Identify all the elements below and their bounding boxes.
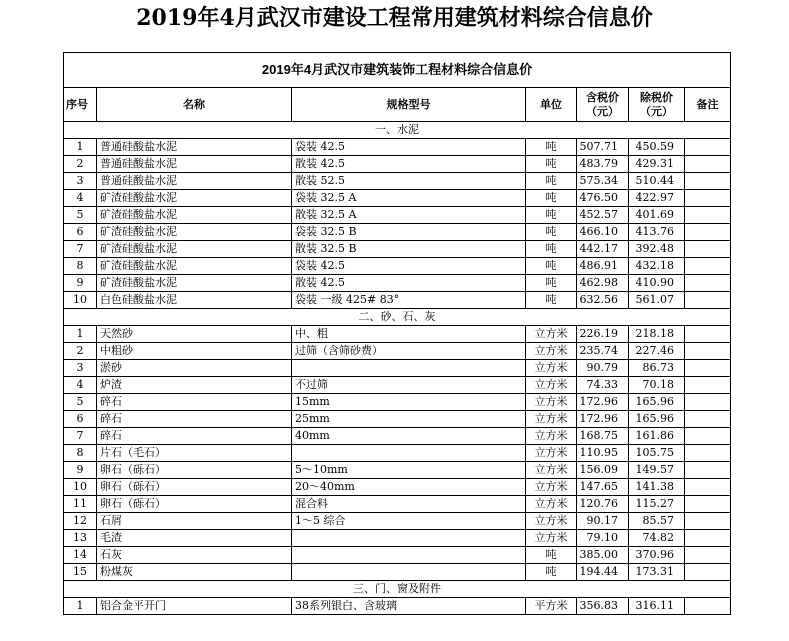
section-header-row xyxy=(64,309,731,326)
cell-remark xyxy=(685,445,731,462)
cell-price-tax: 483.79 xyxy=(577,156,629,173)
cell-price-notax: 85.57 xyxy=(629,513,685,530)
cell-seq: 14 xyxy=(64,547,97,564)
cell-price-notax: 422.97 xyxy=(629,190,685,207)
cell-seq: 11 xyxy=(64,496,97,513)
cell-seq: 15 xyxy=(64,564,97,581)
cell-price-notax: 561.07 xyxy=(629,292,685,309)
cell-price-tax: 466.10 xyxy=(577,224,629,241)
cell-name: 石屑 xyxy=(97,513,292,530)
cell-price-tax: 90.79 xyxy=(577,360,629,377)
cell-spec xyxy=(292,360,526,377)
cell-remark xyxy=(685,275,731,292)
table-row xyxy=(64,394,731,411)
cell-unit: 吨 xyxy=(526,207,577,224)
cell-name: 普通硅酸盐水泥 xyxy=(97,139,292,156)
cell-remark xyxy=(685,598,731,615)
table-row xyxy=(64,598,731,615)
cell-price-tax: 110.95 xyxy=(577,445,629,462)
cell-remark xyxy=(685,207,731,224)
cell-name: 矿渣硅酸盐水泥 xyxy=(97,224,292,241)
cell-remark xyxy=(685,377,731,394)
cell-spec: 袋装 42.5 xyxy=(292,139,526,156)
table-row xyxy=(64,207,731,224)
cell-name: 毛渣 xyxy=(97,530,292,547)
table-row xyxy=(64,428,731,445)
cell-name: 铝合金平开门 xyxy=(97,598,292,615)
cell-seq: 4 xyxy=(64,377,97,394)
table-row xyxy=(64,241,731,258)
table-row xyxy=(64,275,731,292)
cell-seq: 5 xyxy=(64,207,97,224)
cell-spec: 混合料 xyxy=(292,496,526,513)
cell-spec: 散装 42.5 xyxy=(292,156,526,173)
cell-remark xyxy=(685,190,731,207)
table-row xyxy=(64,258,731,275)
cell-spec: 散装 42.5 xyxy=(292,275,526,292)
cell-price-notax: 70.18 xyxy=(629,377,685,394)
cell-price-notax: 86.73 xyxy=(629,360,685,377)
cell-remark xyxy=(685,173,731,190)
cell-seq: 13 xyxy=(64,530,97,547)
cell-price-tax: 172.96 xyxy=(577,411,629,428)
cell-price-tax: 476.50 xyxy=(577,190,629,207)
cell-price-notax: 161.86 xyxy=(629,428,685,445)
header-seq: 序号 xyxy=(64,88,97,122)
table-row xyxy=(64,411,731,428)
cell-seq: 2 xyxy=(64,343,97,360)
cell-unit: 立方米 xyxy=(526,343,577,360)
cell-name: 白色硅酸盐水泥 xyxy=(97,292,292,309)
cell-price-notax: 401.69 xyxy=(629,207,685,224)
cell-price-tax: 120.76 xyxy=(577,496,629,513)
cell-price-tax: 194.44 xyxy=(577,564,629,581)
header-remark: 备注 xyxy=(685,88,731,122)
table-row xyxy=(64,445,731,462)
cell-price-tax: 356.83 xyxy=(577,598,629,615)
cell-seq: 1 xyxy=(64,598,97,615)
cell-seq: 4 xyxy=(64,190,97,207)
table-row xyxy=(64,462,731,479)
cell-spec: 40mm xyxy=(292,428,526,445)
header-row xyxy=(64,88,731,122)
price-table xyxy=(63,52,731,615)
cell-price-tax: 74.33 xyxy=(577,377,629,394)
cell-name: 天然砂 xyxy=(97,326,292,343)
cell-name: 矿渣硅酸盐水泥 xyxy=(97,190,292,207)
cell-price-tax: 156.09 xyxy=(577,462,629,479)
cell-unit: 立方米 xyxy=(526,513,577,530)
cell-price-tax: 462.98 xyxy=(577,275,629,292)
cell-price-notax: 165.96 xyxy=(629,394,685,411)
cell-name: 普通硅酸盐水泥 xyxy=(97,156,292,173)
cell-spec: 袋装 32.5 B xyxy=(292,224,526,241)
cell-name: 矿渣硅酸盐水泥 xyxy=(97,207,292,224)
cell-price-notax: 410.90 xyxy=(629,275,685,292)
cell-unit: 吨 xyxy=(526,241,577,258)
cell-price-tax: 168.75 xyxy=(577,428,629,445)
cell-spec: 散装 32.5 A xyxy=(292,207,526,224)
cell-price-notax: 74.82 xyxy=(629,530,685,547)
section-header-row xyxy=(64,122,731,139)
cell-unit: 吨 xyxy=(526,547,577,564)
cell-price-tax: 147.65 xyxy=(577,479,629,496)
cell-spec xyxy=(292,564,526,581)
cell-seq: 3 xyxy=(64,360,97,377)
cell-spec: 中、粗 xyxy=(292,326,526,343)
section-title: 二、砂、石、灰 xyxy=(64,309,731,326)
cell-price-tax: 442.17 xyxy=(577,241,629,258)
cell-spec: 15mm xyxy=(292,394,526,411)
table-title-row xyxy=(64,53,731,88)
cell-seq: 10 xyxy=(64,479,97,496)
cell-price-tax: 172.96 xyxy=(577,394,629,411)
cell-spec: 20～40mm xyxy=(292,479,526,496)
cell-price-notax: 165.96 xyxy=(629,411,685,428)
cell-spec: 不过筛 xyxy=(292,377,526,394)
cell-spec xyxy=(292,445,526,462)
cell-price-notax: 105.75 xyxy=(629,445,685,462)
header-name: 名称 xyxy=(97,88,292,122)
cell-spec: 散装 32.5 B xyxy=(292,241,526,258)
cell-price-tax: 632.56 xyxy=(577,292,629,309)
cell-price-tax: 226.19 xyxy=(577,326,629,343)
table-row xyxy=(64,360,731,377)
cell-spec: 过筛（含筛砂费） xyxy=(292,343,526,360)
cell-seq: 8 xyxy=(64,258,97,275)
table-row xyxy=(64,547,731,564)
section-title: 三、门、窗及附件 xyxy=(64,581,731,598)
cell-price-tax: 486.91 xyxy=(577,258,629,275)
cell-name: 卵石（砾石） xyxy=(97,496,292,513)
table-title: 2019年4月武汉市建筑装饰工程材料综合信息价 xyxy=(64,53,731,88)
table-row xyxy=(64,173,731,190)
cell-unit: 吨 xyxy=(526,139,577,156)
cell-spec: 38系列银白、含玻璃 xyxy=(292,598,526,615)
cell-remark xyxy=(685,292,731,309)
cell-seq: 6 xyxy=(64,411,97,428)
cell-remark xyxy=(685,496,731,513)
cell-remark xyxy=(685,564,731,581)
cell-unit: 立方米 xyxy=(526,479,577,496)
cell-price-notax: 218.18 xyxy=(629,326,685,343)
cell-spec xyxy=(292,530,526,547)
cell-price-notax: 316.11 xyxy=(629,598,685,615)
cell-spec: 袋装 42.5 xyxy=(292,258,526,275)
cell-remark xyxy=(685,394,731,411)
table-row xyxy=(64,479,731,496)
cell-remark xyxy=(685,513,731,530)
cell-unit: 立方米 xyxy=(526,445,577,462)
cell-unit: 吨 xyxy=(526,156,577,173)
cell-seq: 5 xyxy=(64,394,97,411)
cell-price-notax: 510.44 xyxy=(629,173,685,190)
cell-spec: 散装 52.5 xyxy=(292,173,526,190)
cell-name: 矿渣硅酸盐水泥 xyxy=(97,258,292,275)
cell-unit: 吨 xyxy=(526,292,577,309)
cell-remark xyxy=(685,156,731,173)
cell-unit: 吨 xyxy=(526,258,577,275)
cell-seq: 12 xyxy=(64,513,97,530)
cell-unit: 吨 xyxy=(526,190,577,207)
cell-remark xyxy=(685,547,731,564)
cell-price-tax: 452.57 xyxy=(577,207,629,224)
cell-name: 碎石 xyxy=(97,394,292,411)
document-title: 2019年4月武汉市建设工程常用建筑材料综合信息价 xyxy=(136,5,653,31)
section-header-row xyxy=(64,581,731,598)
cell-seq: 9 xyxy=(64,275,97,292)
cell-remark xyxy=(685,241,731,258)
table-row xyxy=(64,530,731,547)
table-row xyxy=(64,156,731,173)
cell-remark xyxy=(685,224,731,241)
cell-name: 片石（毛石） xyxy=(97,445,292,462)
cell-name: 中粗砂 xyxy=(97,343,292,360)
cell-remark xyxy=(685,343,731,360)
cell-unit: 立方米 xyxy=(526,428,577,445)
cell-name: 碎石 xyxy=(97,411,292,428)
table-row xyxy=(64,190,731,207)
table-row xyxy=(64,496,731,513)
cell-name: 矿渣硅酸盐水泥 xyxy=(97,275,292,292)
table-row xyxy=(64,326,731,343)
cell-unit: 立方米 xyxy=(526,496,577,513)
cell-price-tax: 507.71 xyxy=(577,139,629,156)
header-spec: 规格型号 xyxy=(292,88,526,122)
cell-seq: 7 xyxy=(64,428,97,445)
cell-seq: 7 xyxy=(64,241,97,258)
cell-unit: 立方米 xyxy=(526,462,577,479)
cell-price-notax: 450.59 xyxy=(629,139,685,156)
cell-unit: 立方米 xyxy=(526,377,577,394)
cell-seq: 2 xyxy=(64,156,97,173)
section-title: 一、水泥 xyxy=(64,122,731,139)
cell-name: 淤砂 xyxy=(97,360,292,377)
header-unit: 单位 xyxy=(526,88,577,122)
cell-remark xyxy=(685,326,731,343)
cell-unit: 立方米 xyxy=(526,394,577,411)
cell-price-notax: 141.38 xyxy=(629,479,685,496)
cell-price-notax: 115.27 xyxy=(629,496,685,513)
cell-remark xyxy=(685,530,731,547)
table-row xyxy=(64,377,731,394)
cell-unit: 平方米 xyxy=(526,598,577,615)
cell-name: 卵石（砾石） xyxy=(97,462,292,479)
cell-unit: 吨 xyxy=(526,564,577,581)
cell-spec: 袋装 一级 425# 83° xyxy=(292,292,526,309)
cell-seq: 1 xyxy=(64,139,97,156)
cell-remark xyxy=(685,411,731,428)
table-row xyxy=(64,292,731,309)
cell-seq: 3 xyxy=(64,173,97,190)
cell-unit: 立方米 xyxy=(526,530,577,547)
cell-price-tax: 385.00 xyxy=(577,547,629,564)
table-row xyxy=(64,343,731,360)
cell-name: 普通硅酸盐水泥 xyxy=(97,173,292,190)
table-row xyxy=(64,139,731,156)
cell-seq: 8 xyxy=(64,445,97,462)
cell-unit: 立方米 xyxy=(526,411,577,428)
cell-spec: 5～10mm xyxy=(292,462,526,479)
cell-unit: 立方米 xyxy=(526,326,577,343)
table-row xyxy=(64,564,731,581)
header-price-tax: 含税价（元） xyxy=(577,88,629,122)
cell-price-tax: 79.10 xyxy=(577,530,629,547)
cell-seq: 10 xyxy=(64,292,97,309)
cell-seq: 9 xyxy=(64,462,97,479)
cell-remark xyxy=(685,360,731,377)
header-price-notax: 除税价（元） xyxy=(629,88,685,122)
table-row xyxy=(64,513,731,530)
cell-remark xyxy=(685,258,731,275)
cell-name: 矿渣硅酸盐水泥 xyxy=(97,241,292,258)
cell-name: 碎石 xyxy=(97,428,292,445)
cell-price-notax: 429.31 xyxy=(629,156,685,173)
cell-seq: 1 xyxy=(64,326,97,343)
cell-remark xyxy=(685,462,731,479)
cell-price-notax: 370.96 xyxy=(629,547,685,564)
cell-price-notax: 149.57 xyxy=(629,462,685,479)
cell-price-notax: 173.31 xyxy=(629,564,685,581)
cell-remark xyxy=(685,139,731,156)
price-sheet xyxy=(63,52,730,615)
cell-spec: 25mm xyxy=(292,411,526,428)
cell-remark xyxy=(685,428,731,445)
cell-price-tax: 575.34 xyxy=(577,173,629,190)
cell-price-notax: 413.76 xyxy=(629,224,685,241)
table-body xyxy=(64,122,731,615)
cell-unit: 立方米 xyxy=(526,360,577,377)
cell-remark xyxy=(685,479,731,496)
cell-name: 粉煤灰 xyxy=(97,564,292,581)
cell-spec xyxy=(292,547,526,564)
cell-price-notax: 392.48 xyxy=(629,241,685,258)
cell-unit: 吨 xyxy=(526,173,577,190)
cell-seq: 6 xyxy=(64,224,97,241)
cell-name: 炉渣 xyxy=(97,377,292,394)
cell-name: 卵石（砾石） xyxy=(97,479,292,496)
table-row xyxy=(64,224,731,241)
cell-name: 石灰 xyxy=(97,547,292,564)
cell-price-tax: 90.17 xyxy=(577,513,629,530)
cell-price-notax: 227.46 xyxy=(629,343,685,360)
cell-spec: 袋装 32.5 A xyxy=(292,190,526,207)
cell-unit: 吨 xyxy=(526,224,577,241)
cell-price-notax: 432.18 xyxy=(629,258,685,275)
cell-unit: 吨 xyxy=(526,275,577,292)
cell-spec: 1～5 综合 xyxy=(292,513,526,530)
cell-price-tax: 235.74 xyxy=(577,343,629,360)
